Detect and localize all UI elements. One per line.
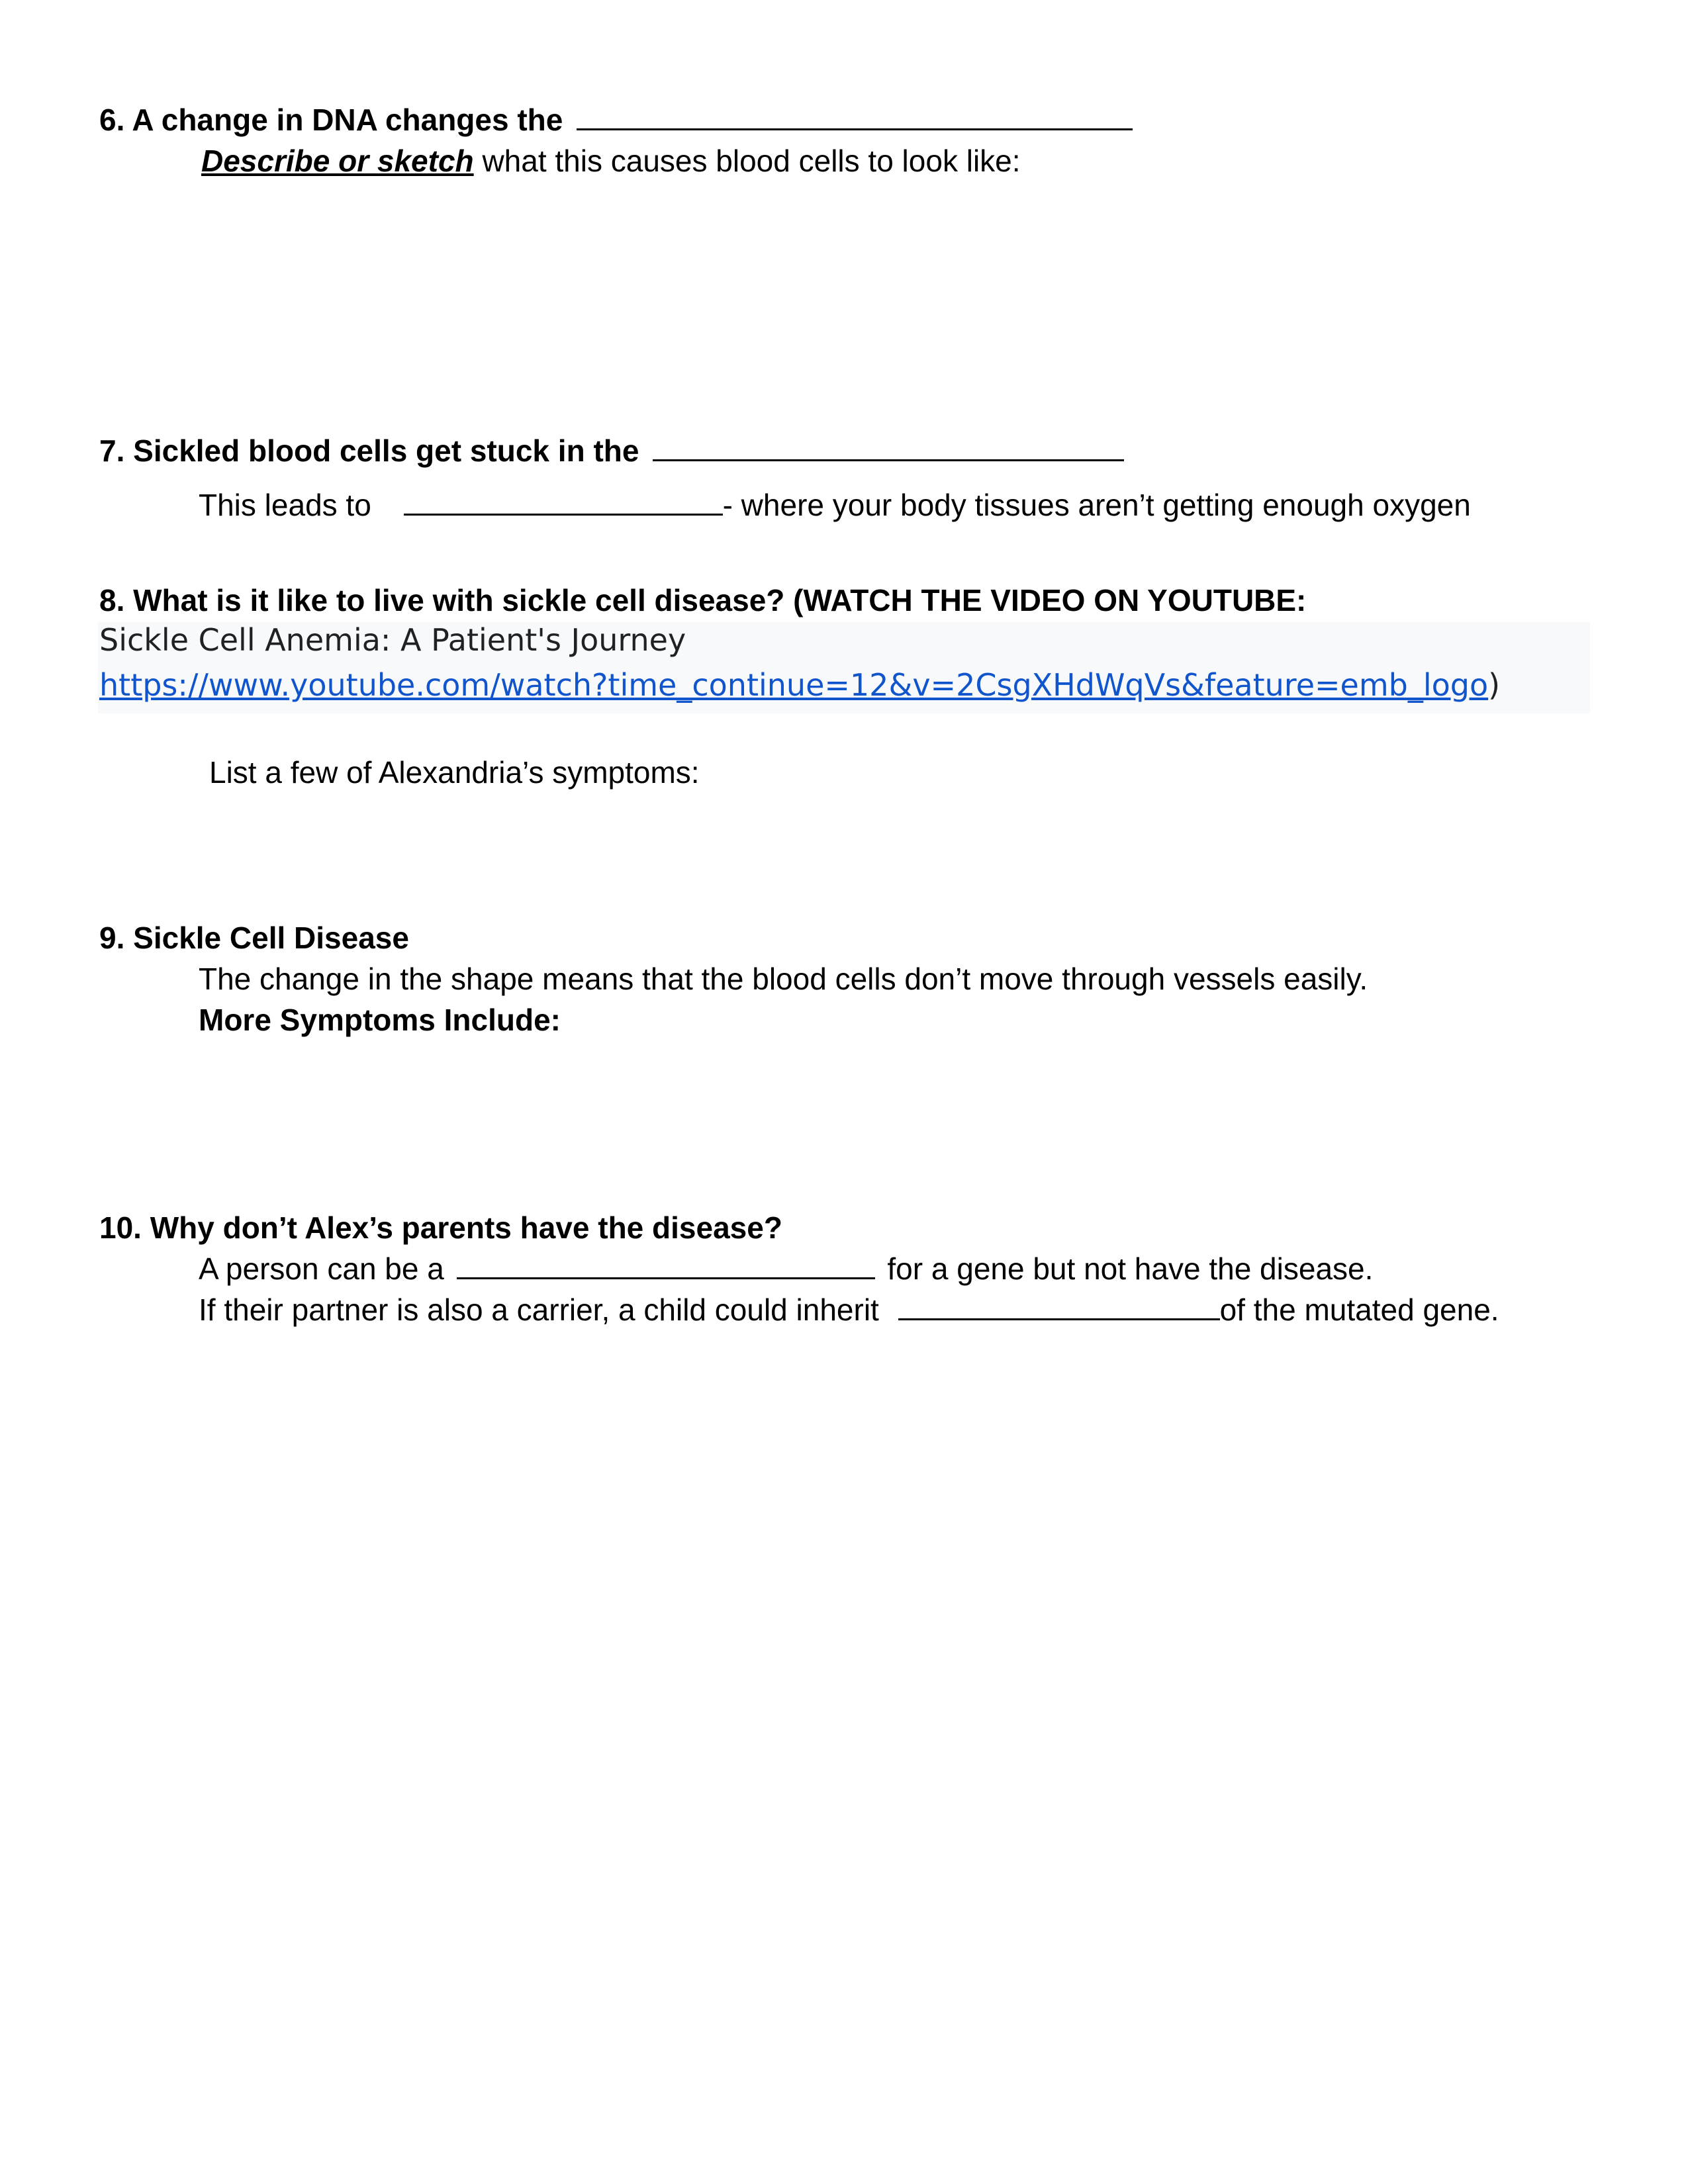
question-9-title-text: 9. Sickle Cell Disease	[99, 921, 409, 955]
question-6-blank	[577, 105, 1133, 130]
question-8	[99, 585, 1306, 615]
question-6	[99, 105, 1133, 135]
video-url-line	[99, 667, 1501, 703]
video-close-paren: )	[1488, 667, 1501, 703]
question-10-title-text: 10. Why don’t Alex’s parents have the disease?	[99, 1210, 782, 1245]
question-9-line-1-text: The change in the shape means that the blood cells don’t move through vessels easily.	[199, 962, 1368, 996]
question-8-prompt-text: List a few of Alexandria’s symptoms:	[209, 755, 700, 790]
question-10-line-2-prefix: If their partner is also a carrier, a child could inherit	[199, 1293, 879, 1327]
question-10-line-2	[199, 1295, 1499, 1325]
question-6-instruction-text: what this causes blood cells to look like:	[482, 144, 1021, 178]
question-7-text: 7. Sickled blood cells get stuck in the	[99, 433, 639, 468]
more-symptoms-label: More Symptoms Include:	[199, 1003, 561, 1037]
question-6-text: 6. A change in DNA changes the	[99, 103, 563, 137]
question-10-line-1-prefix: A person can be a	[199, 1251, 444, 1286]
question-9-line-1	[199, 964, 1368, 994]
question-7	[99, 435, 1124, 466]
question-6-instruction	[201, 146, 1021, 176]
question-7-followup	[199, 490, 1471, 520]
describe-or-sketch-label: Describe or sketch	[201, 144, 474, 178]
question-8-prompt	[209, 757, 700, 788]
question-7-prefix: This leads to	[199, 488, 371, 522]
question-10-title	[99, 1212, 782, 1243]
question-7-blank	[653, 435, 1124, 461]
question-10-line-2-suffix: of the mutated gene.	[1219, 1293, 1499, 1327]
question-8-text: 8. What is it like to live with sickle cell disease? (WATCH THE VIDEO ON YOUTUBE:	[99, 583, 1307, 617]
video-title-line	[99, 622, 686, 658]
video-title: Sickle Cell Anemia: A Patient's Journey	[99, 622, 686, 658]
question-10-line-1-suffix: for a gene but not have the disease.	[887, 1251, 1374, 1286]
question-10-blank-2	[898, 1295, 1220, 1320]
question-7-followup-blank	[404, 490, 723, 516]
question-9-line-2	[199, 1005, 561, 1035]
question-9-title	[99, 923, 409, 953]
question-10-line-1	[199, 1253, 1373, 1284]
youtube-video-link[interactable]: https://www.youtube.com/watch?time_continue=12&v=2CsgXHdWqVs&feature=emb_logo	[99, 667, 1489, 703]
question-10-blank-1	[457, 1253, 875, 1279]
question-7-suffix: - where your body tissues aren’t getting enough oxygen	[722, 488, 1471, 522]
